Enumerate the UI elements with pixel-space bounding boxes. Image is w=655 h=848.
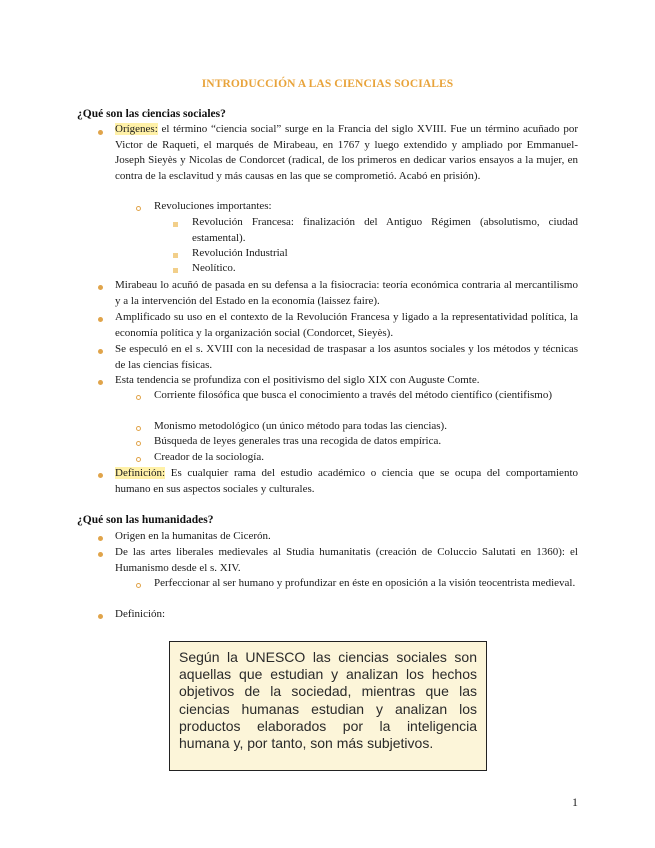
page-number: 1 [572, 795, 578, 809]
bullet-icon [98, 317, 103, 322]
bullet-icon [98, 285, 103, 290]
list-item-definicion-humanidades: Definición: [115, 608, 166, 620]
bullet-icon [98, 380, 103, 385]
origenes-text: el término “ciencia social” surge en la Francia del siglo XVIII. Fue un término acuñado por Victor de Raqueti, el marqués de Mirabeau, en 1767 y luego extendido y ampliado por Emmanuel-Joseph Sieyès y Nicolas de Condorcet (radical, de los primeros en dedicar varios ensayos a la mujer, en contra de la esclavitud y más causas en las que se comprometió. Acabó en prisión). [115, 123, 578, 182]
circle-bullet-icon [136, 206, 141, 211]
list-item-origenes [115, 122, 578, 184]
section-heading-humanidades: ¿Qué son las humanidades? [77, 514, 214, 526]
origenes-label: Orígenes: [115, 123, 158, 135]
section-heading-ciencias-sociales: ¿Qué son las ciencias sociales? [77, 108, 226, 120]
page-title: INTRODUCCIÓN A LAS CIENCIAS SOCIALES [201, 78, 454, 90]
list-item-monismo: Monismo metodológico (un único método para todas las ciencias). [154, 420, 447, 432]
list-item-mirabeau: Mirabeau lo acuñó de pasada en su defensa a la fisiocracia: teoría económica contraria al mercantilismo y a la intervención del Estado en la economía (laissez faire). [115, 279, 578, 307]
list-item-definicion [115, 466, 578, 497]
square-bullet-icon [173, 253, 178, 258]
list-item-revolucion-francesa: Revolución Francesa: finalización del Antiguo Régimen (absolutismo, ciudad estamental). [192, 216, 578, 244]
list-item-revoluciones: Revoluciones importantes: [154, 200, 272, 212]
list-item-corriente: Corriente filosófica que busca el conocimiento a través del método científico (cientifismo) [154, 389, 552, 401]
list-item-especulo: Se especuló en el s. XVIII con la necesidad de traspasar a los asuntos sociales y los métodos y técnicas de las ciencias físicas. [115, 343, 578, 371]
list-item-neolitico: Neolítico. [192, 262, 236, 274]
definicion-text: Es cualquier rama del estudio académico o ciencia que se ocupa del comportamiento humano en sus aspectos sociales y culturales. [115, 467, 578, 495]
bullet-icon [98, 614, 103, 619]
bullet-icon [98, 552, 103, 557]
circle-bullet-icon [136, 395, 141, 400]
circle-bullet-icon [136, 583, 141, 588]
bullet-icon [98, 130, 103, 135]
list-item-artes-liberales: De las artes liberales medievales al Studia humanitatis (creación de Coluccio Salutati en 1360): el Humanismo desde el s. XIV. [115, 546, 578, 574]
list-item-busqueda: Búsqueda de leyes generales tras una recogida de datos empírica. [154, 435, 442, 447]
bullet-icon [98, 473, 103, 478]
bullet-icon [98, 349, 103, 354]
list-item-amplificado: Amplificado su uso en el contexto de la Revolución Francesa y ligado a la representatividad política, la economía política y la organización social (Condorcet, Sieyès). [115, 311, 578, 339]
circle-bullet-icon [136, 426, 141, 431]
list-item-creador: Creador de la sociología. [154, 451, 264, 463]
definicion-label: Definición: [115, 467, 166, 479]
square-bullet-icon [173, 222, 178, 227]
list-item-revolucion-industrial: Revolución Industrial [192, 247, 288, 259]
list-item-origen-humanitas: Origen en la humanitas de Cicerón. [115, 530, 271, 542]
circle-bullet-icon [136, 457, 141, 462]
unesco-quote-box: Según la UNESCO las ciencias sociales son aquellas que estudian y analizan los hechos objetivos de la sociedad, mientras que las ciencias humanas estudian y analizan los productos elaborados por la inteligencia humana y, por tanto, son más subjetivos. [169, 641, 487, 771]
square-bullet-icon [173, 268, 178, 273]
bullet-icon [98, 536, 103, 541]
circle-bullet-icon [136, 441, 141, 446]
list-item-tendencia: Esta tendencia se profundiza con el positivismo del siglo XIX con Auguste Comte. [115, 374, 480, 386]
list-item-perfeccionar: Perfeccionar al ser humano y profundizar en éste en oposición a la visión teocentrista medieval. [154, 577, 576, 589]
